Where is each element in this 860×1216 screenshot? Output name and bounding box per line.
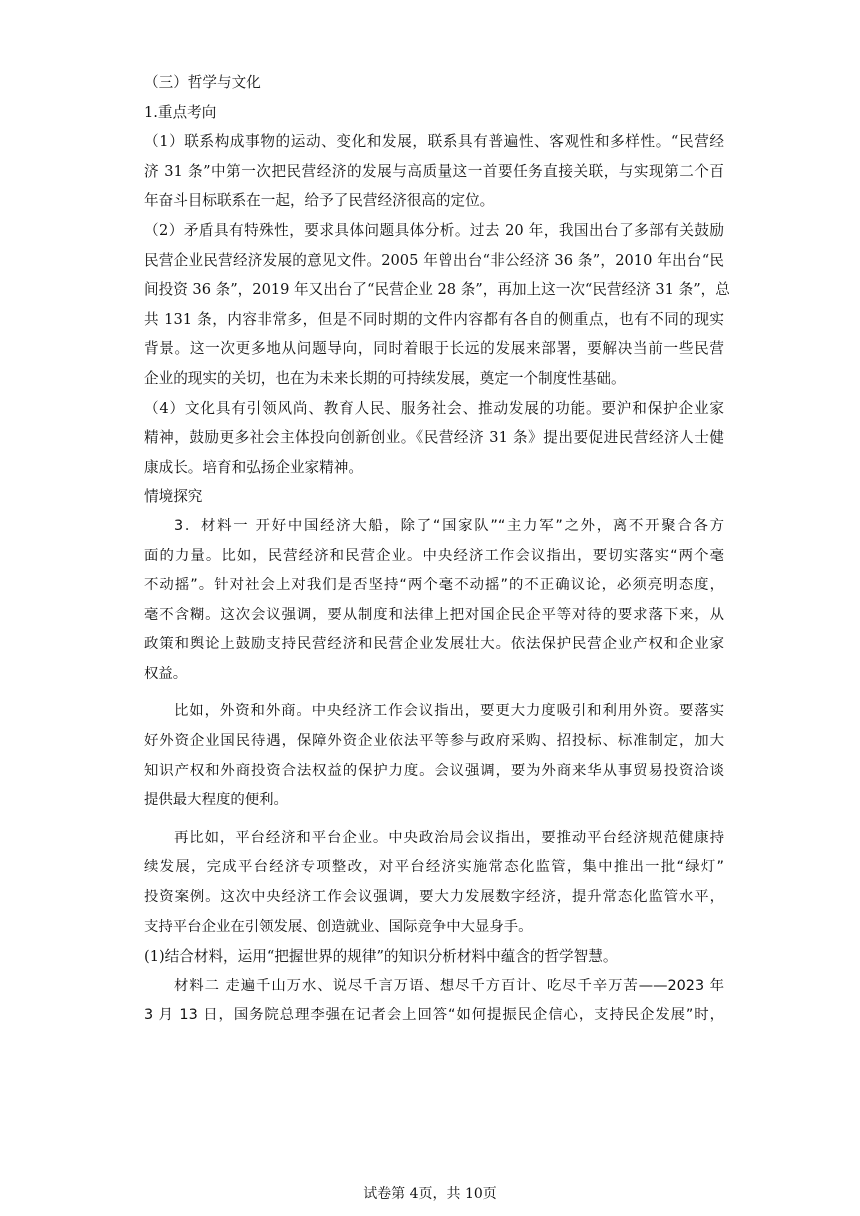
material-one: [144, 512, 724, 942]
paragraph-line: 3．材料一 开好中国经济大船，除了“国家队”“主力军”之外，离不开聚合各方: [174, 517, 724, 534]
situation-heading: 情境探究: [144, 488, 203, 506]
paragraph-line: 康成长。培育和弘扬企业家精神。: [144, 458, 363, 476]
paragraph-gap: [144, 689, 724, 697]
paragraph-line: 企业的现实的关切，也在为未来长期的可持续发展，奠定一个制度性基础。: [144, 369, 626, 387]
material-one-paragraph-1: [144, 512, 724, 690]
paragraph-line: 精神，鼓励更多社会主体投向创新创业。《民营经济 31 条》提出要促进民营经济人士健: [144, 429, 724, 447]
material-one-paragraph-3: [144, 824, 724, 942]
paragraph-line: 背景。这一次更多地从问题导向，同时着眼于长远的发展来部署，要解决当前一些民营: [144, 340, 724, 358]
paragraph-line: 权益。: [144, 665, 188, 682]
page-footer: 试卷第 4页，共 10页: [363, 1186, 497, 1202]
paragraph-4: [144, 394, 724, 483]
question-1: (1)结合材料，运用“把握世界的规律”的知识分析材料中蕴含的哲学智慧。: [144, 948, 618, 966]
paragraph-line: 间投资 36 条”，2019 年又出台了“民营企业 28 条”，再加上这一次“民营经济 31 条”，总: [144, 281, 730, 299]
paragraph-line: 不动摇”。针对社会上对我们是否坚持“两个毫不动摇”的不正确议论，必须亮明态度，: [144, 577, 724, 594]
paragraph-line: 支持平台企业在引领发展、创造就业、国际竞争中大显身手。: [144, 918, 533, 935]
paragraph-line: 提供最大程度的便利。: [144, 792, 288, 809]
paragraph-line: 政策和舆论上鼓励支持民营经济和民营企业发展壮大。依法保护民营企业产权和企业家: [144, 636, 724, 653]
paragraph-gap: [144, 816, 724, 824]
paragraph-line: 好外资企业国民待遇，保障外资企业依法平等参与政府采购、招投标、标准制定，加大: [144, 733, 724, 750]
paragraph-line: （1）联系构成事物的运动、变化和发展，联系具有普遍性、客观性和多样性。“民营经: [144, 133, 724, 151]
paragraph-2: [144, 216, 730, 394]
paragraph-line: （4）文化具有引领风尚、教育人民、服务社会、推动发展的功能。要沪和保护企业家: [144, 399, 724, 417]
section-subheading: 1.重点考向: [144, 103, 217, 121]
paragraph-line: 比如，外资和外商。中央经济工作会议指出，要更大力度吸引和利用外资。要落实: [174, 703, 724, 720]
paragraph-line: 面的力量。比如，民营经济和民营企业。中央经济工作会议指出，要切实落实“两个毫: [144, 547, 724, 564]
section-heading: （三）哲学与文化: [144, 74, 261, 91]
paragraph-line: 知识产权和外商投资合法权益的保护力度。会议强调，要为外商来华从事贸易投资洽谈: [144, 762, 724, 779]
paragraph-line: 3 月 13 日，国务院总理李强在记者会上回答“如何提振民企信心，支持民企发展”时，: [144, 1007, 724, 1024]
page-content: [144, 68, 730, 1031]
paragraph-line: 毫不含糊。这次会议强调，要从制度和法律上把对国企民企平等对待的要求落下来，从: [144, 606, 724, 623]
paragraph-line: 续发展，完成平台经济专项整改，对平台经济实施常态化监管，集中推出一批“绿灯”: [144, 859, 724, 876]
paragraph-line: 共 131 条，内容非常多，但是不同时期的文件内容都有各自的侧重点，也有不同的现实: [144, 310, 724, 328]
paragraph-line: （2）矛盾具有特殊性，要求具体问题具体分析。过去 20 年，我国出台了多部有关鼓励: [144, 221, 724, 239]
paragraph-1: [144, 127, 724, 216]
paragraph-line: 材料二 走遍千山万水、说尽千言万语、想尽千方百计、吃尽千辛万苦——2023 年: [174, 977, 724, 994]
material-two: [144, 972, 724, 1031]
paragraph-line: 再比如，平台经济和平台企业。中央政治局会议指出，要推动平台经济规范健康持: [174, 829, 724, 846]
material-one-paragraph-2: [144, 697, 724, 815]
paragraph-line: 济 31 条”中第一次把民营经济的发展与高质量这一首要任务直接关联，与实现第二个百: [144, 162, 724, 180]
paragraph-line: 投资案例。这次中央经济工作会议强调，要大力发展数字经济，提升常态化监管水平，: [144, 889, 724, 906]
paragraph-line: 年奋斗目标联系在一起，给予了民营经济很高的定位。: [144, 192, 495, 210]
paragraph-line: 民营企业民营经济发展的意见文件。2005 年曾出台“非公经济 36 条”，2010 年出台“民: [144, 251, 724, 269]
